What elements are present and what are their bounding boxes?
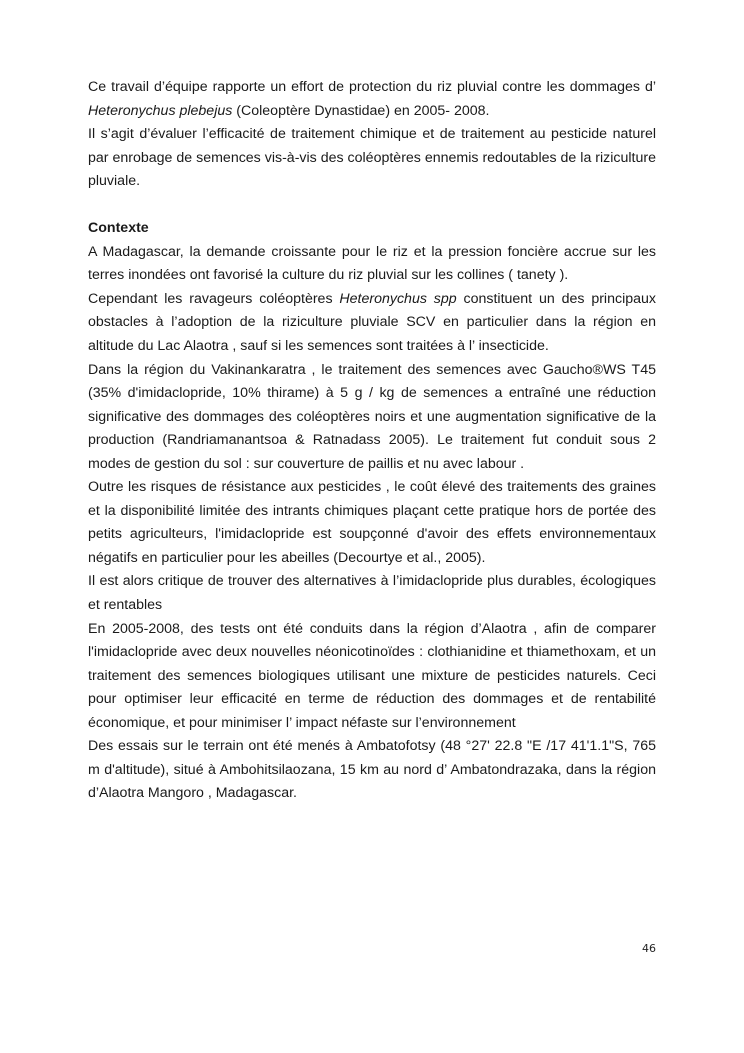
contexte-text-part: Cependant les ravageurs coléoptères xyxy=(88,290,340,307)
contexte-paragraph-4: Outre les risques de résistance aux pesticides , le coût élevé des traitements des graines et la disponibilité limitée des intrants chimiques plaçant cette pratique hors de portée des petits agriculteurs, l'imidaclopride est soupçonné d'avoir des effets environnementaux négatifs en particulier pour les abeilles (Decourtye et al., 2005). xyxy=(88,479,656,566)
contexte-paragraph-2 xyxy=(88,288,656,359)
paragraph-spacer xyxy=(88,194,656,218)
contexte-text-part: constituent un des principaux obstacles à l’adoption de la riziculture pluviale SCV en particulier dans la région en altitude du Lac Alaotra , sauf si les semences sont traitées à l’ insecticide. xyxy=(88,290,656,355)
body-text xyxy=(88,76,656,806)
intro-text-part: Ce travail d’équipe rapporte un effort de protection du riz pluvial contre les dommages d’ xyxy=(88,79,656,95)
intro-text-part: (Coleoptère Dynastidae) en 2005- 2008. xyxy=(232,102,490,119)
species-name: Heteronychus plebejus xyxy=(88,102,233,119)
intro-paragraph-1 xyxy=(88,76,656,123)
page-number: 46 xyxy=(642,942,656,955)
contexte-paragraph-6: En 2005-2008, des tests ont été conduits dans la région d’Alaotra , afin de comparer l'imidaclopride avec deux nouvelles néonicotinoïdes : clothianidine et thiamethoxam, et un traitement des semences biologiques utilisant une mixture de pesticides naturels. Ceci pour optimiser leur efficacité en terme de réduction des dommages et de rentabilité économique, et pour minimiser l’ impact néfaste sur l’environnement xyxy=(88,620,656,731)
contexte-paragraph-7: Des essais sur le terrain ont été menés à Ambatofotsy (48 °27' 22.8 "E /17 41'1.1"S, 765 m d'altitude), situé à Ambohitsilaozana, 15 km au nord d’ Ambatondrazaka, dans la région d’Alaotra Mangoro , Madagascar. xyxy=(88,738,656,802)
contexte-paragraph-1: A Madagascar, la demande croissante pour le riz et la pression foncière accrue sur les terres inondées ont favorisé la culture du riz pluvial sur les collines ( tanety ). xyxy=(88,243,656,284)
section-heading-contexte: Contexte xyxy=(88,220,149,237)
contexte-paragraph-3: Dans la région du Vakinankaratra , le traitement des semences avec Gaucho®WS T45 (35% d'imidaclopride, 10% thirame) à 5 g / kg de semences a entraîné une réduction significative des dommages des coléoptères noirs et une augmentation significative de la production (Randriamanantsoa & Ratnadass 2005). Le traitement fut conduit sous 2 modes de gestion du sol : sur couverture de paillis et nu avec labour . xyxy=(88,361,656,472)
intro-paragraph-2: Il s’agit d’évaluer l’efficacité de traitement chimique et de traitement au pesticide naturel par enrobage de semences vis-à-vis des coléoptères ennemis redoutables de la riziculture pluviale. xyxy=(88,126,656,190)
contexte-paragraph-5: Il est alors critique de trouver des alternatives à l’imidaclopride plus durables, écologiques et rentables xyxy=(88,573,656,614)
species-name: Heteronychus spp xyxy=(339,290,457,307)
